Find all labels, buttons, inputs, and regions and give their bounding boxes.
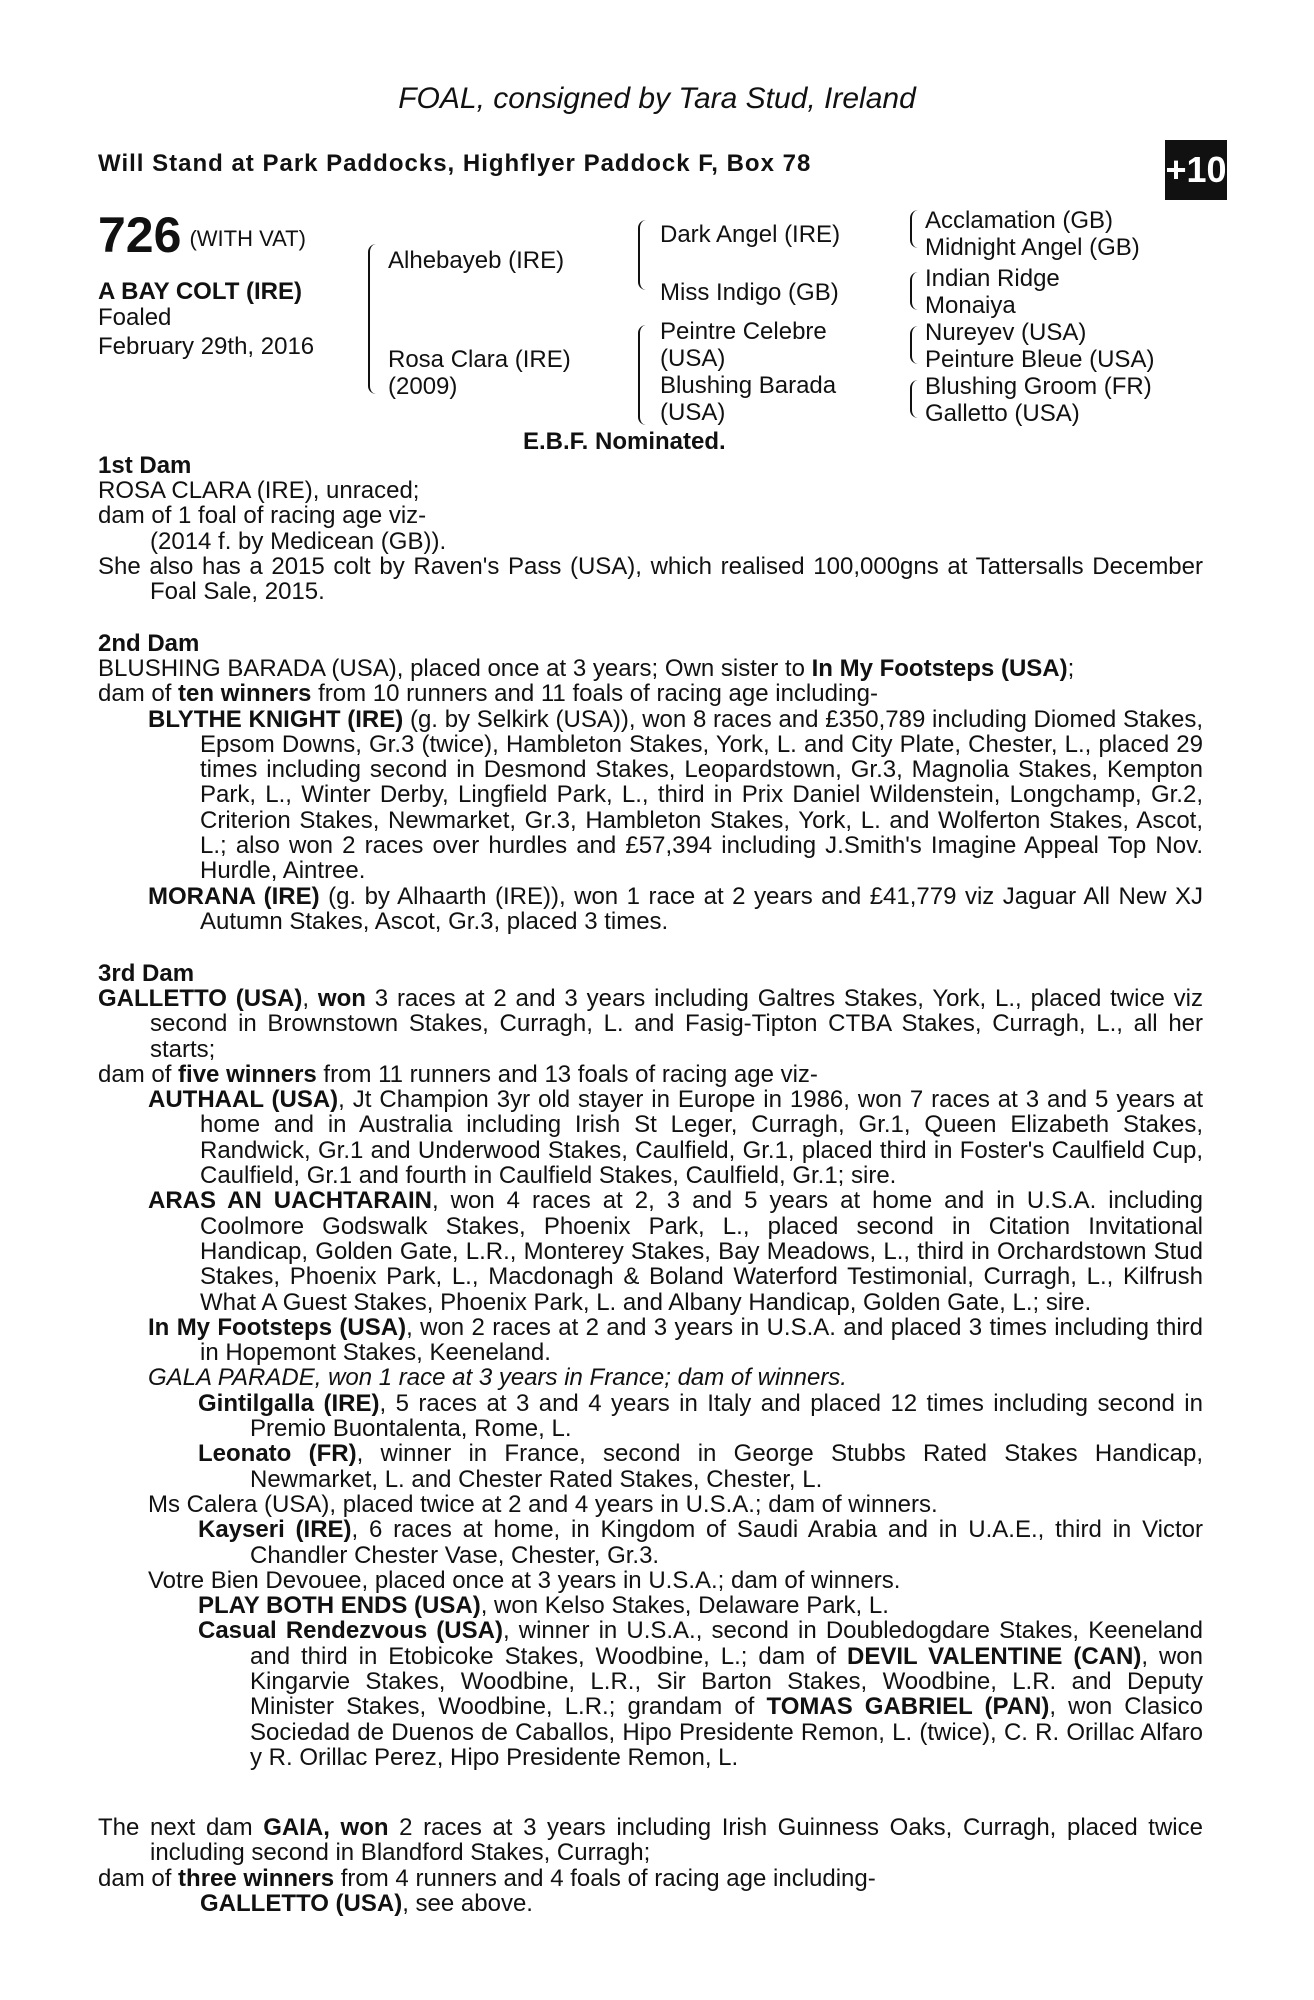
ebf-nominated: E.B.F. Nominated.	[523, 428, 726, 455]
gp-brace-1	[910, 210, 918, 248]
pedigree-sire-sire: Dark Angel (IRE)	[660, 221, 841, 248]
pedigree-dam-sire: Peintre Celebre (USA)	[660, 318, 827, 372]
lot-description: A BAY COLT (IRE)	[98, 278, 303, 305]
horse-leonato: Leonato (FR)	[198, 1440, 357, 1468]
horse-gaia: GAIA	[263, 1814, 324, 1841]
sire-parents-brace	[638, 220, 646, 290]
gp-brace-3	[910, 326, 918, 364]
horse-aras-an-uachtarain: ARAS AN UACHTARAIN	[148, 1187, 432, 1215]
lot-badge: +10	[1165, 140, 1227, 200]
horse-gala-parade: GALA PARADE	[148, 1364, 315, 1392]
horse-gintilgalla: Gintilgalla (IRE)	[198, 1389, 380, 1417]
horse-votre-bien-devouee: Votre Bien Devouee, placed once at 3 years in U.S.A.; dam of winners.	[148, 1566, 901, 1594]
horse-galletto: GALLETTO (USA)	[98, 985, 303, 1012]
third-dam-heading: 3rd Dam	[98, 960, 195, 987]
next-dam-section: The next dam GAIA, won 2 races at 3 years including Irish Guinness Oaks, Curragh, placed twice including second in Blandford Stakes, Curragh; dam of three winners from 4 runners and 4 foals of racing age including- GALLETTO (USA), see above.	[98, 1814, 1203, 1917]
pedigree-dam-dam: Blushing Barada (USA)	[660, 372, 837, 426]
pedigree-gp-4: Blushing Groom (FR) Galletto (USA)	[925, 373, 1152, 427]
third-dam-section: GALLETTO (USA), won 3 races at 2 and 3 years including Galtres Stakes, York, L., placed twice viz second in Brownstown Stakes, Curragh, L. and Fasig-Tipton CTBA Stakes, Curragh, L., all her starts; dam of five winners from 11 runners and 13 foals of racing age viz- AUTHAAL (USA), Jt Champion 3yr old stayer in Europe in 1986, won 7 races at 3 and 5 years at home and in Australia including Irish St Leger, Curragh, Gr.1, Queen Elizabeth Stakes, Randwick, Gr.1 and Underwood Stakes, Caulfield, Gr.1, placed third in Foster's Caulfield Cup, Caulfield, Gr.1 and fourth in Caulfield Stakes, Caulfield, Gr.1; sire. ARAS AN UACHTARAIN, won 4 races at 2, 3 and 5 years at home and in U.S.A. including Coolmore Godswalk Stakes, Phoenix Park, L., placed second in Citation Invitational Handicap, Golden Gate, L.R., Monterey Stakes, Bay Meadows, L., third in Orchardstown Stud Stakes, Phoenix Park, L., Macdonagh & Boland Waterford Testimonial, Curragh, L., Kilfrush What A Guest Stakes, Phoenix Park, L. and Albany Handicap, Golden Gate, L.; sire. In My Footsteps (USA), won 2 races at 2 and 3 years in U.S.A. and placed 3 times including third in Hopemont Stakes, Keeneland. GALA PARADE, won 1 race at 3 years in France; dam of winners. Gintilgalla (IRE), 5 races at 3 and 4 years in Italy and placed 12 times including second in Premio Buontalenta, Rome, L. Leonato (FR), winner in France, second in George Stubbs Rated Stakes Handicap, Newmarket, L. and Chester Rated Stakes, Chester, L. Ms Calera (USA), placed twice at 2 and 4 years in U.S.A.; dam of winners. Kayseri (IRE), 6 races at home, in Kingdom of Saudi Arabia and in U.A.E., third in Victor Chandler Chester Vase, Chester, Gr.3. Votre Bien Devouee, placed once at 3 years in U.S.A.; dam of winners. PLAY BOTH ENDS (USA), won Kelso Stakes, Delaware Park, L. Casual Rendezvous (USA), winner in U.S.A., second in Doubledogdare Stakes, Keeneland and third in Etobicoke Stakes, Woodbine, L.; dam of DEVIL VALENTINE (CAN), won Kingarvie Stakes, Woodbine, L.R., Sir Barton Stakes, Woodbine, L.R. and Deputy Minister Stakes, Woodbine, L.R.; grandam of TOMAS GABRIEL (PAN), won Clasico Sociedad de Duenos de Caballos, Hipo Presidente Remon, L. (twice), C. R. Orillac Alfaro y R. Orillac Perez, Hipo Presidente Remon, L.	[98, 985, 1204, 1771]
pedigree-gp-1: Acclamation (GB) Midnight Angel (GB)	[925, 207, 1140, 261]
lot-number: 726 (WITH VAT)	[98, 207, 306, 263]
sire-dam-brace	[368, 244, 376, 394]
pedigree-sire: Alhebayeb (IRE)	[388, 247, 565, 274]
page-title: FOAL, consigned by Tara Stud, Ireland	[398, 82, 916, 115]
dam-parents-brace	[638, 325, 646, 425]
horse-ms-calera: Ms Calera (USA), placed twice at 2 and 4 years in U.S.A.; dam of winners.	[148, 1490, 938, 1518]
horse-kayseri: Kayseri (IRE)	[198, 1516, 352, 1544]
horse-in-my-footsteps: In My Footsteps (USA)	[148, 1313, 407, 1341]
pedigree-sire-dam: Miss Indigo (GB)	[660, 279, 839, 306]
first-dam-heading: 1st Dam	[98, 452, 192, 479]
horse-morana: MORANA (IRE)	[148, 882, 320, 910]
vat-label: (WITH VAT)	[189, 225, 306, 251]
pedigree-dam: Rosa Clara (IRE) (2009)	[388, 346, 571, 400]
horse-casual-rendezvous: Casual Rendezvous (USA)	[198, 1617, 503, 1645]
pedigree-gp-2: Indian Ridge Monaiya	[925, 265, 1060, 319]
stand-location: Will Stand at Park Paddocks, Highflyer Paddock F, Box 78	[98, 150, 812, 177]
second-dam-heading: 2nd Dam	[98, 630, 200, 657]
gp-brace-2	[910, 272, 918, 310]
horse-play-both-ends: PLAY BOTH ENDS (USA)	[198, 1592, 481, 1620]
first-dam-section: ROSA CLARA (IRE), unraced; dam of 1 foal of racing age viz- (2014 f. by Medicean (GB)). She also has a 2015 colt by Raven's Pass (USA), which realised 100,000gns at Tattersalls December Foal Sale, 2015.	[98, 477, 1203, 606]
horse-authaal: AUTHAAL (USA)	[148, 1086, 339, 1114]
gp-brace-4	[910, 380, 918, 418]
horse-blythe-knight: BLYTHE KNIGHT (IRE)	[148, 705, 404, 733]
foaled-info: Foaled February 29th, 2016	[98, 304, 315, 360]
second-dam-section: BLUSHING BARADA (USA), placed once at 3 years; Own sister to In My Footsteps (USA); dam of ten winners from 10 runners and 11 foals of racing age including- BLYTHE KNIGHT (IRE) (g. by Selkirk (USA)), won 8 races and £350,789 including Diomed Stakes, Epsom Downs, Gr.3 (twice), Hambleton Stakes, York, L. and City Plate, Chester, L., placed 29 times including second in Desmond Stakes, Leopardstown, Gr.3, Magnolia Stakes, Kempton Park, L., Winter Derby, Lingfield Park, L., third in Prix Daniel Wildenstein, Longchamp, Gr.2, Criterion Stakes, Newmarket, Gr.3, Hambleton Stakes, York, L. and Wolferton Stakes, Ascot, L.; also won 2 races over hurdles and £57,394 including J.Smith's Imagine Appeal Top Nov. Hurdle, Aintree. MORANA (IRE) (g. by Alhaarth (IRE)), won 1 race at 2 years and £41,779 viz Jaguar All New XJ Autumn Stakes, Ascot, Gr.3, placed 3 times.	[98, 655, 1204, 935]
pedigree-gp-3: Nureyev (USA) Peinture Bleue (USA)	[925, 319, 1155, 373]
